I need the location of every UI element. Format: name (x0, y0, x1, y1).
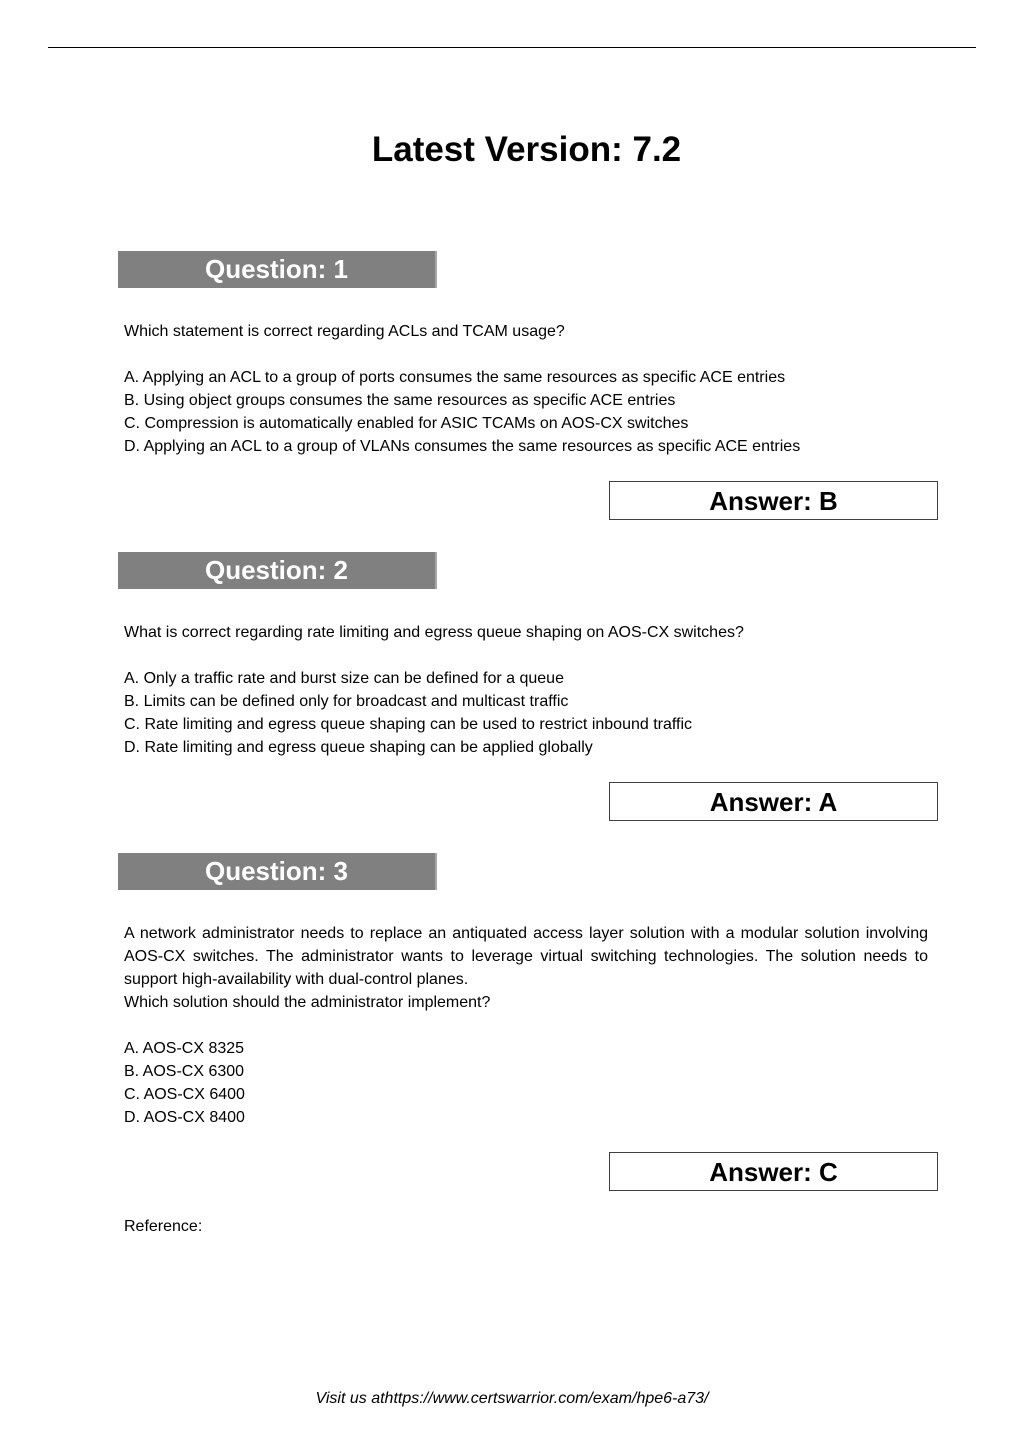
footer-link-text[interactable]: Visit us athttps://www.certswarrior.com/exam/hpe6-a73/ (315, 1390, 709, 1407)
option-item: D. Rate limiting and egress queue shaping can be applied globally (124, 739, 593, 756)
option-item: B. AOS-CX 6300 (124, 1063, 245, 1080)
option-item: B. Using object groups consumes the same resources as specific ACE entries (124, 392, 676, 409)
option-item: A. Only a traffic rate and burst size can be defined for a queue (124, 670, 564, 687)
reference-label: Reference: (124, 1218, 203, 1235)
question-header: Question: 3 (118, 853, 437, 890)
option-list (124, 1037, 928, 1129)
option-item: C. AOS-CX 6400 (124, 1086, 245, 1103)
option-list (124, 366, 928, 458)
answer-box: Answer: C (609, 1152, 938, 1191)
option-item: A. AOS-CX 8325 (124, 1040, 245, 1057)
question-text: What is correct regarding rate limiting and egress queue shaping on AOS-CX switches? (124, 624, 744, 641)
option-item: D. AOS-CX 8400 (124, 1109, 245, 1126)
option-item: A. Applying an ACL to a group of ports consumes the same resources as specific ACE entries (124, 369, 786, 386)
option-list (124, 667, 928, 759)
option-item: C. Compression is automatically enabled for ASIC TCAMs on AOS-CX switches (124, 415, 689, 432)
answer-box: Answer: A (609, 782, 938, 821)
question-text: Which statement is correct regarding ACLs and TCAM usage? (124, 323, 565, 340)
answer-box: Answer: B (609, 481, 938, 520)
option-item: B. Limits can be defined only for broadcast and multicast traffic (124, 693, 569, 710)
question-prompt: Which solution should the administrator implement? (124, 994, 491, 1011)
option-item: C. Rate limiting and egress queue shaping can be used to restrict inbound traffic (124, 716, 693, 733)
option-item: D. Applying an ACL to a group of VLANs consumes the same resources as specific ACE entries (124, 438, 801, 455)
top-divider (48, 47, 976, 48)
question-text: A network administrator needs to replace an antiquated access layer solution with a modular solution involving AOS-CX switches. The administrator wants to leverage virtual switching technologies. The solution needs to support high-availability with dual-control planes. (124, 925, 928, 988)
document-title: Latest Version: 7.2 (371, 130, 682, 169)
question-header: Question: 1 (118, 251, 437, 288)
question-header: Question: 2 (118, 552, 437, 589)
